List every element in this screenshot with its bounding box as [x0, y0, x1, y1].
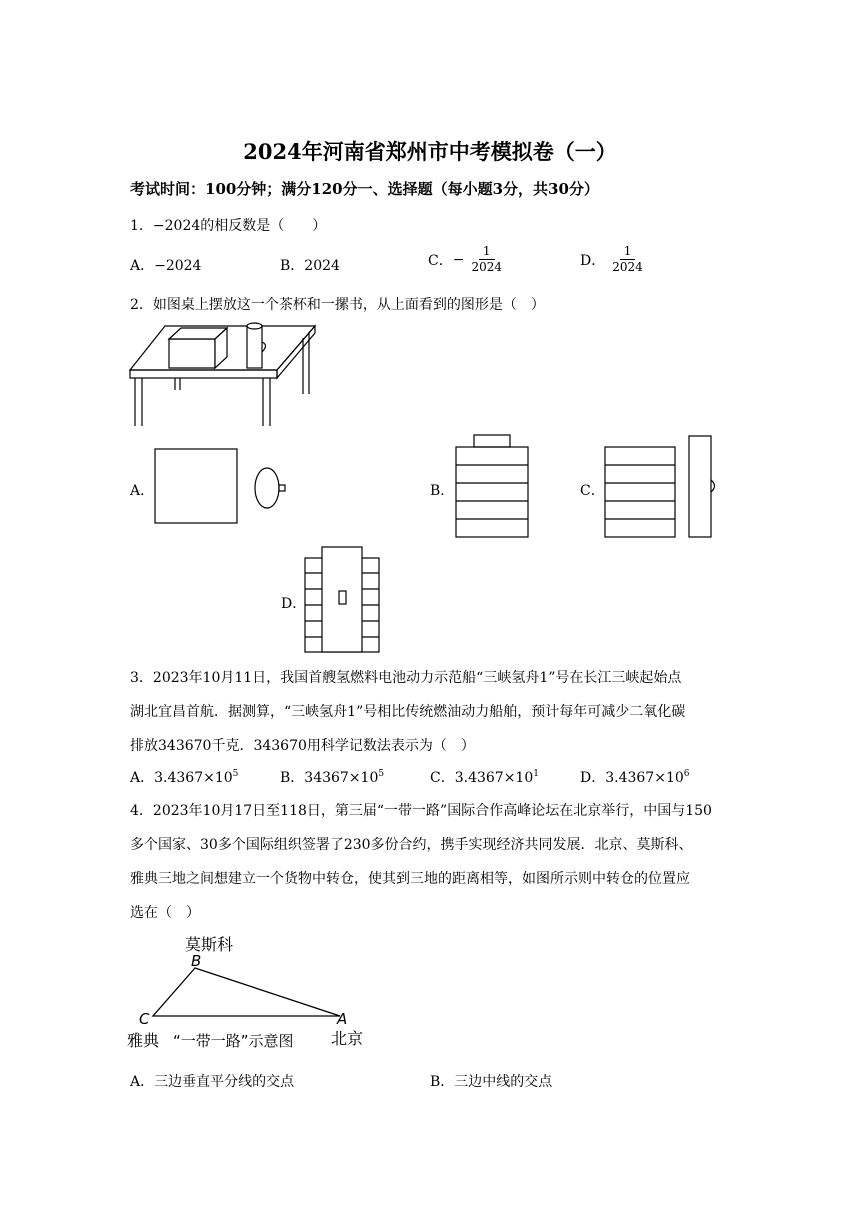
q4-line-4: 选在（ ） — [130, 905, 200, 921]
label-vertex-c: C — [139, 1010, 150, 1028]
q3-option-a-exponent: 5 — [232, 769, 239, 779]
q3-option-c-exponent: 1 — [533, 769, 539, 779]
q2-option-c-figure — [600, 432, 725, 540]
exam-info: 考试时间：100分钟；满分120分一、选择题（每小题3分，共30分） — [130, 180, 599, 198]
q1-option-c-numerator: 1 — [479, 244, 495, 260]
q1-option-a: A．−2024 — [130, 258, 202, 274]
q1-option-c — [428, 244, 506, 275]
label-vertex-b: B — [191, 952, 202, 970]
q4-line-1: 4．2023年10月17日至118日，第三届“一带一路”国际合作高峰论坛在北京举行，中国与150 — [130, 803, 712, 819]
q3-line-1: 3．2023年10月11日，我国首艘氢燃料电池动力示范船“三峡氢舟1”号在长江三峡起始点 — [130, 670, 682, 686]
q3-option-d — [580, 767, 690, 787]
q3-option-d-base: D．3.4367×10 — [580, 770, 684, 786]
q3-option-a-base: A．3.4367×10 — [130, 770, 233, 786]
q1-option-c-label: C． — [428, 252, 453, 269]
q4-line-3: 雅典三地之间想建立一个货物中转仓，使其到三地的距离相等，如图所示则中转仓的位置应 — [130, 871, 690, 887]
q2-stem: 2．如图桌上摆放这一个茶杯和一摞书，从上面看到的图形是（ ） — [130, 297, 545, 313]
q4-line-2: 多个国家、30多个国际组织签署了230多份合约，携手实现经济共同发展．北京、莫斯科、 — [130, 837, 693, 853]
q3-line-2: 湖北宜昌首航．据测算，“三峡氢舟1”号相比传统燃油动力船舶，预计每年可减少二氧化碳 — [130, 704, 686, 720]
label-beijing: 北京 — [331, 1029, 364, 1048]
page-title: 2024年河南省郑州市中考模拟卷（一） — [243, 139, 617, 164]
q1-option-d-numerator: 1 — [620, 244, 636, 260]
q4-option-b: B．三边中线的交点 — [430, 1074, 553, 1090]
q1-option-d — [580, 244, 647, 275]
q1-option-c-denominator: 2024 — [471, 260, 502, 274]
q2-option-b: B． — [430, 483, 455, 499]
triangle-abc — [153, 968, 340, 1016]
q1-option-d-fraction — [608, 244, 647, 275]
q2-option-d: D． — [281, 596, 307, 612]
q3-option-b-base: B．34367×10 — [280, 770, 379, 786]
q3-option-b-exponent: 5 — [378, 769, 385, 779]
q4-triangle-figure — [125, 928, 385, 1056]
q1-option-d-label: D． — [580, 252, 606, 269]
label-moscow: 莫斯科 — [185, 935, 234, 954]
q2-option-c: C． — [580, 483, 605, 499]
q2-option-a-figure — [150, 445, 295, 527]
q3-line-3: 排放343670千克．343670用科学记数法表示为（ ） — [130, 738, 475, 754]
q3-option-b — [280, 767, 384, 787]
label-vertex-a: A — [337, 1010, 348, 1028]
q1-option-c-sign: − — [452, 251, 465, 268]
q4-option-a: A．三边垂直平分线的交点 — [130, 1074, 295, 1090]
q1-stem: 1．−2024的相反数是（ ） — [130, 218, 327, 234]
q2-option-b-figure — [452, 432, 532, 540]
q3-option-c — [430, 767, 539, 787]
label-athens: 雅典 — [127, 1031, 160, 1050]
q2-option-a: A． — [130, 483, 155, 499]
q3-option-d-exponent: 6 — [683, 769, 690, 779]
q3-option-c-base: C．3.4367×10 — [430, 770, 534, 786]
q3-option-a — [130, 767, 238, 787]
q1-option-d-denominator: 2024 — [612, 260, 643, 274]
q2-option-d-figure — [302, 543, 384, 655]
q1-option-c-fraction — [467, 244, 506, 275]
q2-table-figure — [125, 318, 325, 430]
label-caption: “一带一路”示意图 — [173, 1032, 294, 1050]
q1-option-b: B．2024 — [280, 258, 340, 274]
